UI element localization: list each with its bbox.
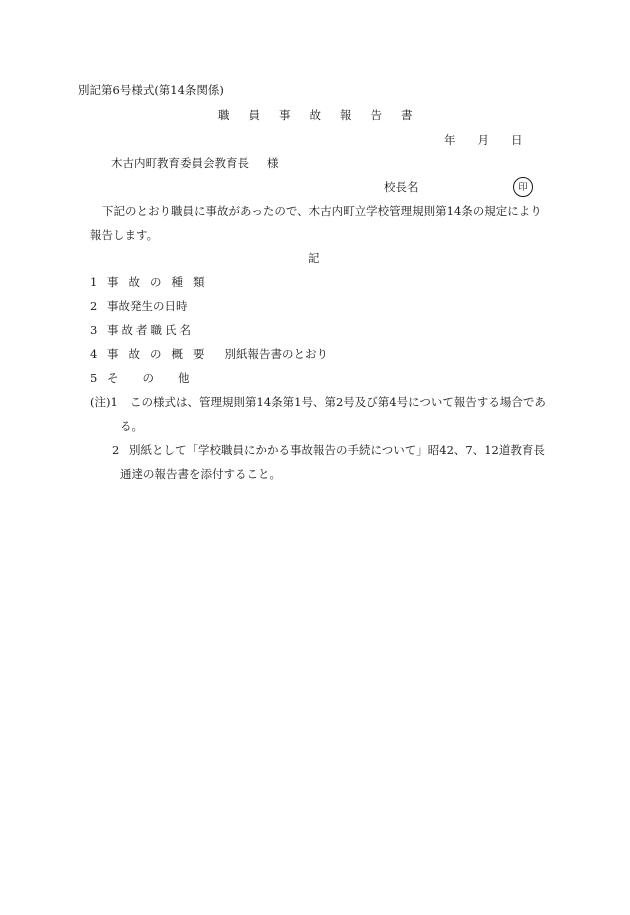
addressee-name: 木古内町教育委員会教育長 (111, 156, 249, 170)
ki-heading: 記 (308, 251, 320, 265)
note-1-text: この様式は、管理規則第14条第1号、第2号及び第4号について報告する場合であ (130, 395, 546, 409)
item-number: 5 (90, 371, 98, 385)
seal-mark: 印 (513, 177, 533, 197)
note-1 (90, 397, 546, 409)
addressee-honorific: 様 (267, 156, 279, 170)
title-char: 事 (279, 108, 291, 122)
item-label: 事故発生の日時 (107, 299, 188, 313)
item-number: 1 (90, 275, 98, 289)
list-item (90, 373, 190, 385)
item-label: そ の 他 (107, 371, 190, 385)
title-char: 員 (248, 108, 260, 122)
list-item (90, 325, 191, 337)
date-month: 月 (477, 133, 489, 147)
document-title (218, 110, 413, 122)
form-number: 別記第6号様式(第14条関係) (78, 83, 224, 97)
title-char: 報 (340, 108, 352, 122)
title-char: 書 (401, 108, 413, 122)
item-number: 4 (90, 347, 98, 361)
title-char: 告 (370, 108, 382, 122)
note-2 (112, 445, 545, 457)
date-year: 年 (444, 133, 456, 147)
item-label: 事 故 の 種 類 (107, 275, 205, 289)
principal-name-label: 校長名 (384, 180, 419, 194)
body-text-line-1: 下記のとおり職員に事故があったので、木古内町立学校管理規則第14条の規定により (102, 204, 542, 218)
item-label: 事 故 の 概 要 (107, 347, 205, 361)
note-number: 2 (112, 443, 120, 457)
title-char: 故 (309, 108, 321, 122)
item-value: 別紙報告書のとおり (224, 347, 328, 361)
body-text-line-2: 報告します。 (90, 228, 159, 242)
item-number: 2 (90, 299, 98, 313)
note-2-text: 別紙として「学校職員にかかる事故報告の手続について」昭42、7、12道教育長 (129, 443, 545, 457)
item-label: 事 故 者 職 氏 名 (107, 323, 191, 337)
list-item (90, 277, 205, 289)
list-item (90, 349, 328, 361)
date-day: 日 (511, 133, 523, 147)
note-prefix: (注)1 (90, 395, 118, 409)
note-1-continuation: る。 (120, 419, 143, 433)
date-line (444, 135, 523, 147)
note-2-continuation: 通達の報告書を添付すること。 (120, 467, 281, 481)
list-item (90, 301, 188, 313)
title-char: 職 (218, 108, 230, 122)
item-number: 3 (90, 323, 98, 337)
addressee (111, 158, 279, 170)
